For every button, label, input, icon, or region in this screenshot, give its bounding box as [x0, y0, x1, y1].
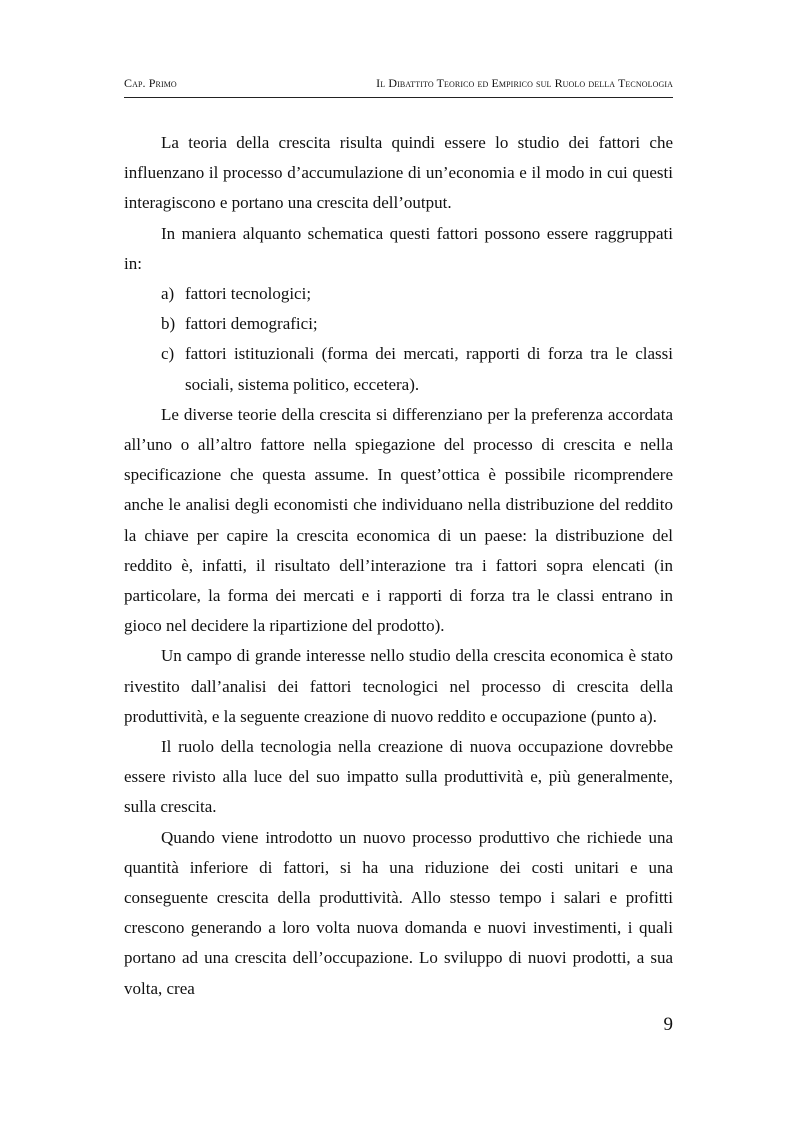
list-item [124, 339, 673, 399]
list-marker: a) [161, 284, 175, 304]
paragraph-4: Un campo di grande interesse nello studio della crescita economica è stato rivestito dall’analisi dei fattori tecnologici nel processo di crescita della produttività, e la seguente creazione di nuovo reddito e occupazione (punto a). [124, 646, 673, 726]
list-item-text: fattori demografici; [185, 314, 318, 334]
list-marker: c) [161, 344, 175, 364]
paragraph-1: La teoria della crescita risulta quindi essere lo studio dei fattori che influenzano il processo d’accumulazione di un’economia e il modo in cui questi interagiscono e portano una crescita dell’output. [124, 133, 673, 213]
factor-list [124, 279, 673, 400]
header-chapter: Cap. Primo [124, 76, 177, 90]
list-marker: b) [161, 314, 176, 334]
page-body [124, 128, 673, 1004]
header-rule [124, 97, 673, 98]
page-number: 9 [663, 1014, 673, 1035]
list-item-text: fattori istituzionali (forma dei mercati, rapporti di forza tra le classi sociali, sistema politico, eccetera). [185, 344, 673, 394]
list-item [124, 309, 673, 339]
list-item [124, 279, 673, 309]
paragraph-2: In maniera alquanto schematica questi fattori possono essere raggruppati in: [124, 223, 673, 273]
list-item-text: fattori tecnologici; [185, 284, 312, 304]
paragraph-3: Le diverse teorie della crescita si differenziano per la preferenza accordata all’uno o all’altro fattore nella spiegazione del processo di crescita e nella specificazione che questa assume. In quest’ottica è possibile ricomprendere anche le analisi degli economisti che individuano nella distribuzione del reddito la chiave per capire la crescita economica di un paese: la distribuzione del reddito è, infatti, il risultato dell’interazione tra i fattori sopra elencati (in particolare, la forma dei mercati e i rapporti di forza tra le classi entrano in gioco nel decidere la ripartizione del prodotto). [124, 404, 673, 636]
paragraph-6: Quando viene introdotto un nuovo processo produttivo che richiede una quantità inferiore di fattori, si ha una riduzione dei costi unitari e una conseguente crescita della produttività. Allo stesso tempo i salari e profitti crescono generando a loro volta nuova domanda e nuovi investimenti, i quali portano ad una crescita dell’occupazione. Lo sviluppo di nuovi prodotti, a sua volta, crea [124, 827, 673, 998]
paragraph-5: Il ruolo della tecnologia nella creazione di nuova occupazione dovrebbe essere rivisto alla luce del suo impatto sulla produttività e, più generalmente, sulla crescita. [124, 737, 673, 817]
running-header [124, 76, 673, 96]
header-title: Il Dibattito Teorico ed Empirico sul Ruolo della Tecnologia [376, 76, 673, 90]
